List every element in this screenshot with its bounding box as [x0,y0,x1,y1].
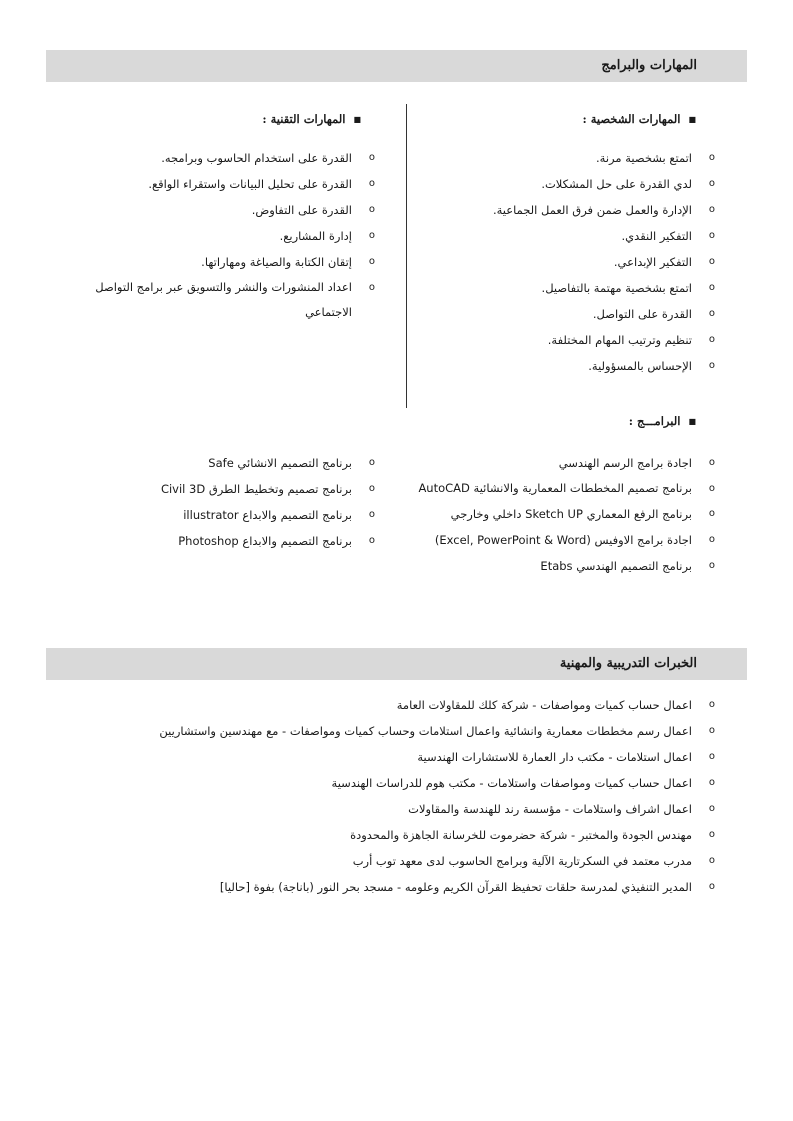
circle-bullet-icon: o [708,881,715,892]
list-item [78,502,378,528]
circle-bullet-icon: o [708,803,715,814]
list-item [78,223,378,249]
circle-bullet-icon: o [368,152,375,163]
circle-bullet-icon: o [708,204,715,215]
list-item-text: المدير التنفيذي لمدرسة حلقات تحفيظ القرآن الكريم وعلومه - مسجد بحر النور (باناجة) بفوة [حاليا] [219,880,692,894]
list-item [418,450,718,476]
list-item [398,301,718,327]
list-item-text: اعمال رسم مخططات معمارية وانشائية واعمال استلامات وحساب كميات ومواصفات - مع مهندسين واستشاريين [159,724,692,738]
programs-title: البرامـــج : [628,414,681,428]
list-item [38,822,718,848]
circle-bullet-icon: o [708,152,715,163]
circle-bullet-icon: o [708,457,715,468]
list-item-text: برنامج التصميم الانشائي Safe [208,456,352,470]
circle-bullet-icon: o [708,699,715,710]
circle-bullet-icon: o [368,457,375,468]
list-item [398,327,718,353]
skills-section-title: المهارات والبرامج [601,58,697,73]
list-item [78,197,378,223]
list-item-text: القدرة على استخدام الحاسوب وبرامجه. [161,151,352,165]
technical-skills-list [78,145,378,325]
list-item [398,275,718,301]
circle-bullet-icon: o [368,483,375,494]
square-bullet-icon: ■ [688,416,696,426]
list-item-text: القدرة على التفاوض. [251,203,352,217]
list-item [418,476,718,501]
list-item-text: اعمال استلامات - مكتب دار العمارة للاستشارات الهندسية [417,750,692,764]
list-item [38,718,718,744]
circle-bullet-icon: o [708,725,715,736]
programs-left-list [78,450,378,554]
list-item-text: اعمال اشراف واستلامات - مؤسسة رند للهندسة والمقاولات [408,802,692,816]
list-item-text: برنامج التصميم والابداع Photoshop [178,534,352,548]
experience-list [38,692,718,900]
square-bullet-icon: ■ [688,114,696,124]
circle-bullet-icon: o [368,282,375,293]
list-item [78,476,378,502]
list-item-text: إدارة المشاريع. [279,229,352,243]
list-item [78,528,378,554]
circle-bullet-icon: o [368,509,375,520]
list-item [78,275,378,325]
circle-bullet-icon: o [708,560,715,571]
list-item [38,848,718,874]
technical-skills-title: المهارات التقنية : [262,112,346,126]
list-item [78,171,378,197]
list-item-text: إتقان الكتابة والصياغة ومهاراتها. [201,255,352,269]
circle-bullet-icon: o [368,204,375,215]
list-item-text: لدي القدرة على حل المشكلات. [541,177,692,191]
list-item-text: التفكير الإبداعي. [613,255,692,269]
list-item-text: برنامج تصميم المخططات المعمارية والانشائية AutoCAD [418,481,692,495]
list-item-text: اعداد المنشورات والنشر والتسويق عبر برامج التواصل الاجتماعي [95,280,352,319]
list-item [38,744,718,770]
list-item [398,145,718,171]
list-item [38,692,718,718]
skills-section-header [46,50,747,82]
list-item-text: اعمال حساب كميات ومواصفات - شركة كلك للمقاولات العامة [396,698,692,712]
programs-heading [629,414,696,428]
list-item-text: اجادة برامج الرسم الهندسي [558,456,692,470]
list-item-text: القدرة على التواصل. [592,307,692,321]
list-item [418,501,718,527]
experience-section-title: الخبرات التدريبية والمهنية [559,656,697,671]
list-item-text: اعمال حساب كميات ومواصفات واستلامات - مكتب هوم للدراسات الهندسية [331,776,692,790]
list-item [418,553,718,579]
list-item-text: التفكير النقدي. [621,229,692,243]
list-item-text: برنامج تصميم وتخطيط الطرق Civil 3D [160,482,352,496]
circle-bullet-icon: o [368,230,375,241]
list-item [38,874,718,900]
list-item-text: مدرب معتمد في السكرتارية الآلية وبرامج الحاسوب لدى معهد توب أرب [352,854,692,868]
list-item [398,171,718,197]
list-item-text: القدرة على تحليل البيانات واستقراء الواقع. [148,177,352,191]
circle-bullet-icon: o [708,178,715,189]
list-item [398,353,718,379]
circle-bullet-icon: o [708,534,715,545]
circle-bullet-icon: o [708,829,715,840]
circle-bullet-icon: o [708,751,715,762]
list-item [418,527,718,553]
personal-skills-title: المهارات الشخصية : [582,112,681,126]
list-item [78,145,378,171]
list-item-text: الإدارة والعمل ضمن فرق العمل الجماعية. [492,203,692,217]
circle-bullet-icon: o [708,282,715,293]
square-bullet-icon: ■ [353,114,361,124]
list-item-text: اتمتع بشخصية مرنة. [596,151,692,165]
circle-bullet-icon: o [368,178,375,189]
list-item [398,197,718,223]
circle-bullet-icon: o [708,508,715,519]
list-item [398,249,718,275]
list-item [78,249,378,275]
circle-bullet-icon: o [708,308,715,319]
list-item-text: مهندس الجودة والمختبر - شركة حضرموت للخرسانة الجاهزة والمحدودة [350,828,692,842]
list-item [78,450,378,476]
circle-bullet-icon: o [708,483,715,494]
list-item-text: برنامج التصميم والابداع illustrator [183,508,352,522]
personal-skills-list [398,145,718,379]
circle-bullet-icon: o [708,777,715,788]
circle-bullet-icon: o [708,360,715,371]
circle-bullet-icon: o [368,256,375,267]
list-item-text: برنامج التصميم الهندسي Etabs [540,559,692,573]
circle-bullet-icon: o [708,855,715,866]
list-item-text: اتمتع بشخصية مهتمة بالتفاصيل. [541,281,692,295]
list-item [398,223,718,249]
list-item [38,770,718,796]
list-item [38,796,718,822]
circle-bullet-icon: o [708,334,715,345]
technical-skills-heading [262,112,361,126]
circle-bullet-icon: o [708,256,715,267]
personal-skills-heading [582,112,696,126]
programs-right-list [418,450,718,579]
circle-bullet-icon: o [368,535,375,546]
list-item-text: تنظيم وترتيب المهام المختلفة. [547,333,692,347]
list-item-text: الإحساس بالمسؤولية. [588,359,692,373]
column-divider [406,104,407,408]
list-item-text: برنامج الرفع المعماري Sketch UP داخلي وخارجي [450,507,692,521]
list-item-text: اجادة برامج الاوفيس (Excel, PowerPoint & Word) [434,533,692,547]
circle-bullet-icon: o [708,230,715,241]
experience-section-header [46,648,747,680]
